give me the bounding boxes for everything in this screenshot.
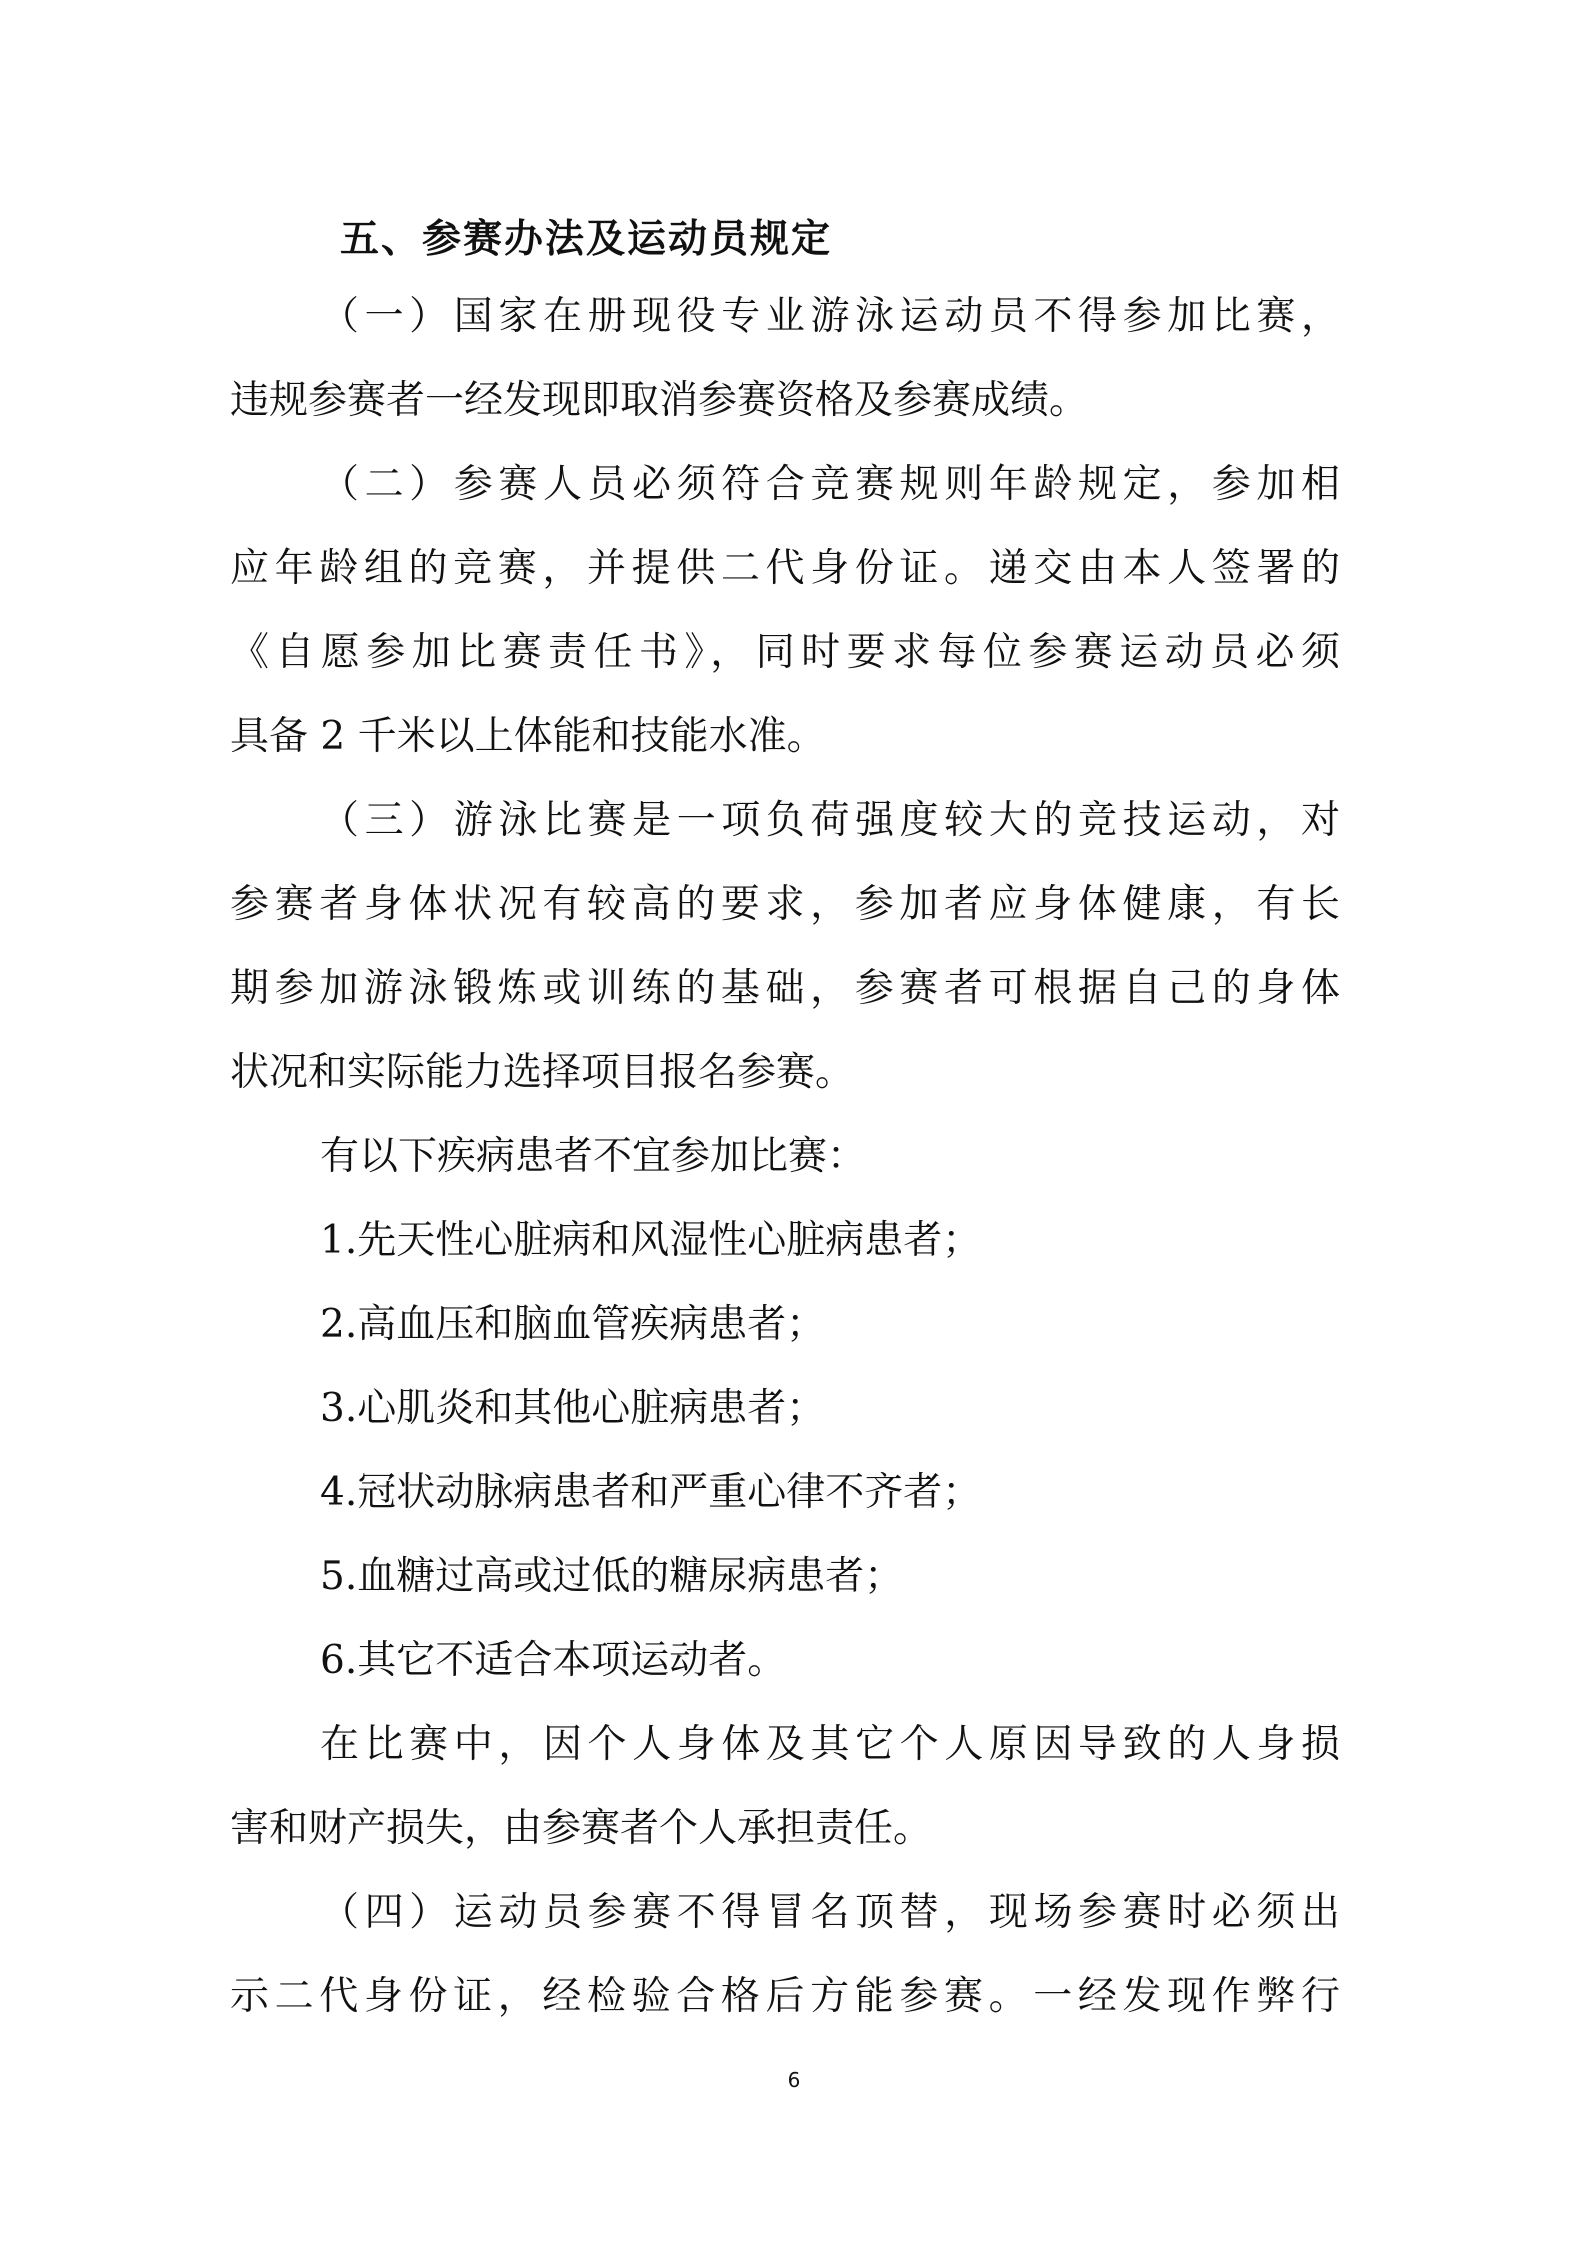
paragraph-line: 状况和实际能力选择项目报名参赛。 — [230, 1050, 855, 1095]
page-number: 6 — [787, 2068, 801, 2092]
list-item: 5.血糖过高或过低的糖尿病患者； — [320, 1554, 904, 1599]
paragraph-line: 期参加游泳锻炼或训练的基础，参赛者可根据自己的身体 — [230, 966, 1340, 1011]
paragraph-line: 参赛者身体状况有较高的要求，参加者应身体健康，有长 — [230, 882, 1340, 927]
paragraph-line: （三）游泳比赛是一项负荷强度较大的竞技运动，对 — [320, 798, 1340, 843]
paragraph-line: （四）运动员参赛不得冒名顶替，现场参赛时必须出 — [320, 1890, 1340, 1935]
list-item: 3.心肌炎和其他心脏病患者； — [320, 1386, 826, 1431]
paragraph-line: 有以下疾病患者不宜参加比赛： — [320, 1134, 867, 1179]
paragraph-line: 示二代身份证，经检验合格后方能参赛。一经发现作弊行 — [230, 1974, 1340, 2019]
paragraph-line: 《自愿参加比赛责任书》，同时要求每位参赛运动员必须 — [230, 630, 1340, 675]
paragraph-line: 应年龄组的竞赛，并提供二代身份证。递交由本人签署的 — [230, 546, 1340, 591]
paragraph-line: （一）国家在册现役专业游泳运动员不得参加比赛， — [320, 294, 1340, 339]
paragraph-line: 害和财产损失，由参赛者个人承担责任。 — [230, 1806, 933, 1851]
list-item: 6.其它不适合本项运动者。 — [320, 1638, 787, 1683]
list-item: 4.冠状动脉病患者和严重心律不齐者； — [320, 1470, 982, 1515]
paragraph-line: 具备 2 千米以上体能和技能水准。 — [230, 714, 826, 759]
list-item: 1.先天性心脏病和风湿性心脏病患者； — [320, 1218, 982, 1263]
section-heading: 五、参赛办法及运动员规定 — [340, 217, 833, 262]
list-item: 2.高血压和脑血管疾病患者； — [320, 1302, 826, 1347]
paragraph-line: 在比赛中，因个人身体及其它个人原因导致的人身损 — [320, 1722, 1340, 1767]
paragraph-line: 违规参赛者一经发现即取消参赛资格及参赛成绩。 — [230, 378, 1089, 423]
paragraph-line: （二）参赛人员必须符合竞赛规则年龄规定，参加相 — [320, 462, 1340, 507]
